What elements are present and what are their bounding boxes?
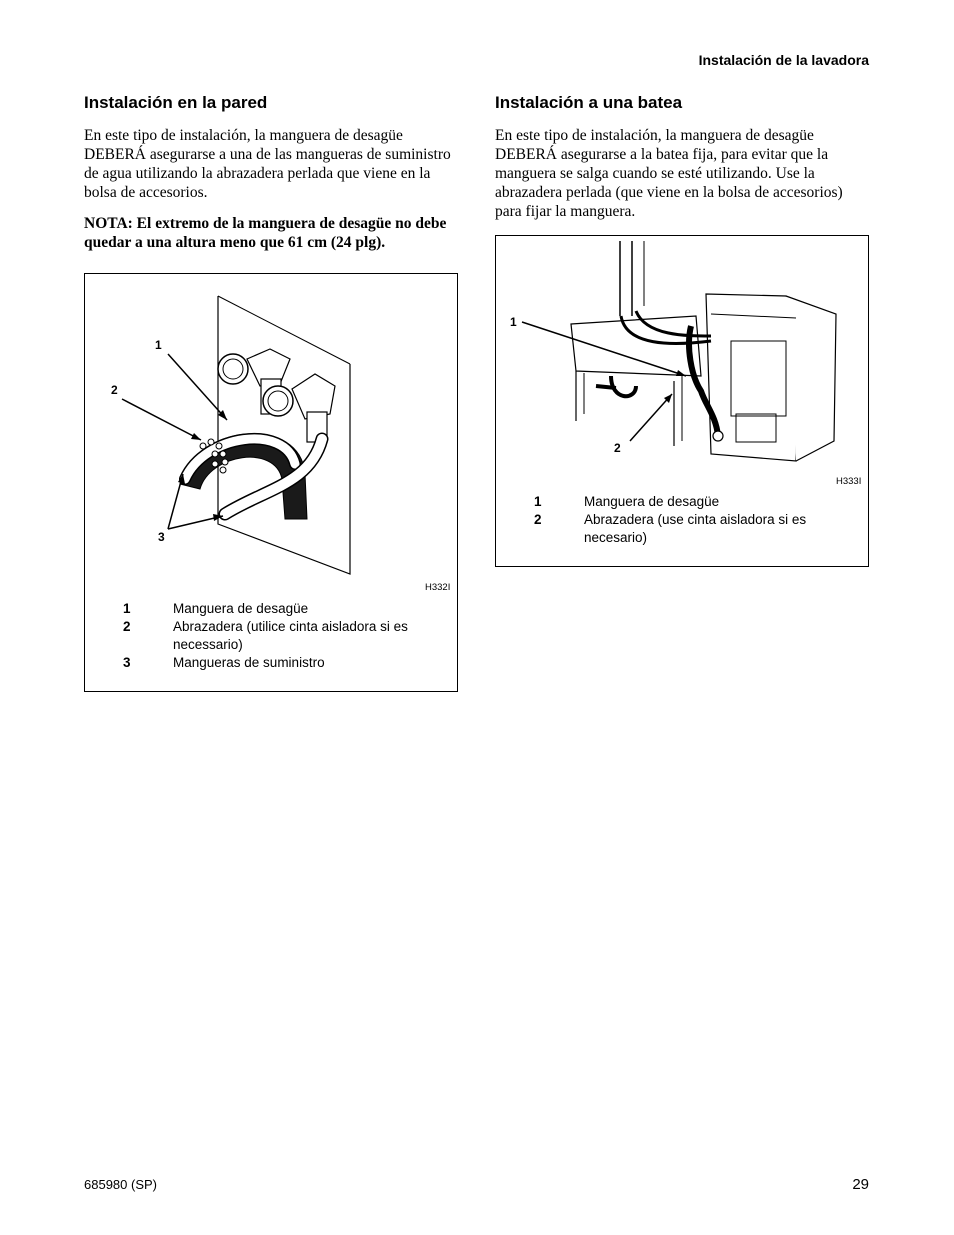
running-header: Instalación de la lavadora: [698, 52, 869, 68]
tub-install-figure: [495, 235, 869, 567]
legend-item: [534, 511, 854, 547]
legend-text: Abrazadera (use cinta aisladora si es necesario): [584, 512, 807, 545]
figure-code: H333I: [836, 476, 862, 487]
left-note: NOTA: El extremo de la manguera de desagüe no debe quedar a una altura meno que 61 cm (24 plg).: [84, 215, 447, 251]
callout-2: 2: [111, 383, 118, 397]
legend-text: Abrazadera (utilice cinta aisladora si es necessario): [173, 619, 408, 652]
callout-2: 2: [614, 441, 621, 455]
callout-1: 1: [155, 338, 162, 352]
legend-number: 2: [534, 512, 542, 527]
legend-number: 1: [534, 494, 542, 509]
wall-install-figure: [84, 273, 458, 692]
legend-item: [123, 618, 443, 654]
document-number: 685980 (SP): [84, 1177, 157, 1192]
right-section-heading: Instalación a una batea: [495, 93, 683, 112]
legend-number: 2: [123, 619, 131, 634]
legend-number: 3: [123, 655, 131, 670]
tub-install-illustration: [496, 236, 868, 476]
page-number: 29: [852, 1176, 869, 1193]
callout-3: 3: [158, 530, 165, 544]
left-section-heading: Instalación en la pared: [84, 93, 268, 112]
legend-text: Manguera de desagüe: [584, 494, 720, 509]
figure-code: H332I: [425, 582, 451, 593]
legend-number: 1: [123, 601, 131, 616]
legend-text: Manguera de desagüe: [173, 601, 309, 616]
wall-install-illustration: [85, 274, 457, 594]
callout-1: 1: [510, 315, 517, 329]
right-paragraph: En este tipo de instalación, la manguera de desagüe DEBERÁ asegurarse a la batea fija, para evitar que la manguera se salga cuando se esté utilizando. Use la abrazadera perlada (que viene en la bolsa de accesorios) para fijar la manguera.: [495, 127, 843, 220]
left-paragraph: En este tipo de instalación, la manguera de desagüe DEBERÁ asegurarse a una de las mangueras de suministro de agua utilizando la abrazadera perlada que viene en la bolsa de accesorios.: [84, 127, 451, 201]
legend-text: Mangueras de suministro: [173, 655, 325, 670]
